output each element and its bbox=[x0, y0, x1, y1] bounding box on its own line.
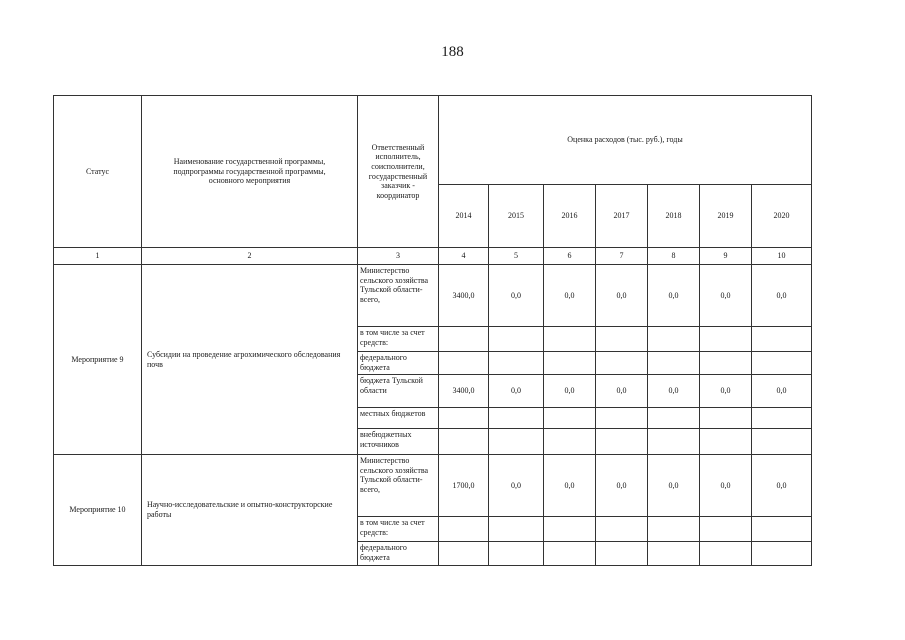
amount-cell: 0,0 bbox=[648, 375, 700, 408]
amount-cell: 0,0 bbox=[596, 265, 648, 327]
amount-cell bbox=[700, 542, 752, 566]
amount-cell: 0,0 bbox=[700, 375, 752, 408]
amount-cell bbox=[700, 408, 752, 429]
measure-name: Научно-исследовательские и опытно-конструкторские работы bbox=[142, 455, 358, 566]
amount-cell bbox=[752, 327, 812, 352]
amount-cell: 0,0 bbox=[752, 455, 812, 517]
budget-table bbox=[53, 95, 812, 566]
amount-cell: 0,0 bbox=[700, 265, 752, 327]
column-number: 8 bbox=[648, 248, 700, 265]
amount-cell bbox=[439, 408, 489, 429]
column-number: 9 bbox=[700, 248, 752, 265]
amount-cell bbox=[700, 327, 752, 352]
amount-cell bbox=[752, 517, 812, 542]
amount-cell bbox=[439, 542, 489, 566]
amount-cell bbox=[544, 408, 596, 429]
amount-cell bbox=[544, 327, 596, 352]
amount-cell bbox=[489, 429, 544, 455]
column-number: 7 bbox=[596, 248, 648, 265]
funding-source: бюджета Тульской области bbox=[358, 375, 439, 408]
amount-cell bbox=[489, 352, 544, 375]
amount-cell: 0,0 bbox=[489, 375, 544, 408]
funding-source: Министерство сельского хозяйства Тульской области- всего, bbox=[358, 265, 439, 327]
header-name: Наименование государственной программы, подпрограммы государственной программы, основного мероприятия bbox=[142, 96, 358, 248]
amount-cell bbox=[439, 517, 489, 542]
header-row bbox=[54, 96, 812, 185]
funding-source: Министерство сельского хозяйства Тульской области- всего, bbox=[358, 455, 439, 517]
amount-cell: 0,0 bbox=[544, 455, 596, 517]
funding-source: федерального бюджета bbox=[358, 542, 439, 566]
amount-cell bbox=[648, 327, 700, 352]
amount-cell bbox=[489, 408, 544, 429]
measure-name: Субсидии на проведение агрохимического обследования почв bbox=[142, 265, 358, 455]
table-row bbox=[54, 265, 812, 327]
table-row bbox=[54, 455, 812, 517]
header-year: 2019 bbox=[700, 185, 752, 248]
amount-cell: 0,0 bbox=[596, 455, 648, 517]
amount-cell bbox=[596, 517, 648, 542]
amount-cell bbox=[489, 327, 544, 352]
amount-cell bbox=[700, 429, 752, 455]
amount-cell: 0,0 bbox=[596, 375, 648, 408]
amount-cell bbox=[752, 408, 812, 429]
amount-cell bbox=[489, 517, 544, 542]
amount-cell bbox=[648, 517, 700, 542]
amount-cell bbox=[596, 542, 648, 566]
funding-source: местных бюджетов bbox=[358, 408, 439, 429]
amount-cell: 0,0 bbox=[648, 455, 700, 517]
amount-cell: 0,0 bbox=[544, 375, 596, 408]
funding-source: в том числе за счет средств: bbox=[358, 327, 439, 352]
amount-cell bbox=[596, 352, 648, 375]
funding-source: федерального бюджета bbox=[358, 352, 439, 375]
funding-source: в том числе за счет средств: bbox=[358, 517, 439, 542]
amount-cell: 0,0 bbox=[752, 265, 812, 327]
column-number: 2 bbox=[142, 248, 358, 265]
page-number: 188 bbox=[441, 44, 464, 60]
header-status: Статус bbox=[54, 96, 142, 248]
amount-cell bbox=[648, 352, 700, 375]
amount-cell: 0,0 bbox=[489, 265, 544, 327]
amount-cell bbox=[489, 542, 544, 566]
amount-cell bbox=[752, 429, 812, 455]
amount-cell bbox=[439, 327, 489, 352]
amount-cell bbox=[648, 429, 700, 455]
header-year: 2016 bbox=[544, 185, 596, 248]
header-year: 2017 bbox=[596, 185, 648, 248]
amount-cell bbox=[544, 352, 596, 375]
column-number: 6 bbox=[544, 248, 596, 265]
amount-cell: 0,0 bbox=[648, 265, 700, 327]
measure-status: Мероприятие 9 bbox=[54, 265, 142, 455]
amount-cell: 0,0 bbox=[752, 375, 812, 408]
amount-cell: 0,0 bbox=[700, 455, 752, 517]
amount-cell bbox=[596, 408, 648, 429]
measure-status: Мероприятие 10 bbox=[54, 455, 142, 566]
header-year: 2015 bbox=[489, 185, 544, 248]
column-number: 4 bbox=[439, 248, 489, 265]
amount-cell bbox=[596, 327, 648, 352]
header-responsible: Ответственный исполнитель, соисполнители, государственный заказчик - координатор bbox=[358, 96, 439, 248]
amount-cell: 3400,0 bbox=[439, 265, 489, 327]
header-year: 2014 bbox=[439, 185, 489, 248]
amount-cell bbox=[700, 352, 752, 375]
header-estimate: Оценка расходов (тыс. руб.), годы bbox=[439, 96, 812, 185]
amount-cell bbox=[596, 429, 648, 455]
column-number: 10 bbox=[752, 248, 812, 265]
column-number: 3 bbox=[358, 248, 439, 265]
header-year: 2020 bbox=[752, 185, 812, 248]
funding-source: внебюджетных источников bbox=[358, 429, 439, 455]
amount-cell bbox=[752, 352, 812, 375]
amount-cell bbox=[648, 542, 700, 566]
amount-cell bbox=[700, 517, 752, 542]
column-number-row bbox=[54, 248, 812, 265]
amount-cell: 1700,0 bbox=[439, 455, 489, 517]
column-number: 1 bbox=[54, 248, 142, 265]
amount-cell: 3400,0 bbox=[439, 375, 489, 408]
amount-cell: 0,0 bbox=[544, 265, 596, 327]
column-number: 5 bbox=[489, 248, 544, 265]
amount-cell bbox=[648, 408, 700, 429]
amount-cell bbox=[544, 517, 596, 542]
amount-cell bbox=[439, 352, 489, 375]
header-year: 2018 bbox=[648, 185, 700, 248]
amount-cell: 0,0 bbox=[489, 455, 544, 517]
amount-cell bbox=[752, 542, 812, 566]
amount-cell bbox=[439, 429, 489, 455]
amount-cell bbox=[544, 542, 596, 566]
amount-cell bbox=[544, 429, 596, 455]
